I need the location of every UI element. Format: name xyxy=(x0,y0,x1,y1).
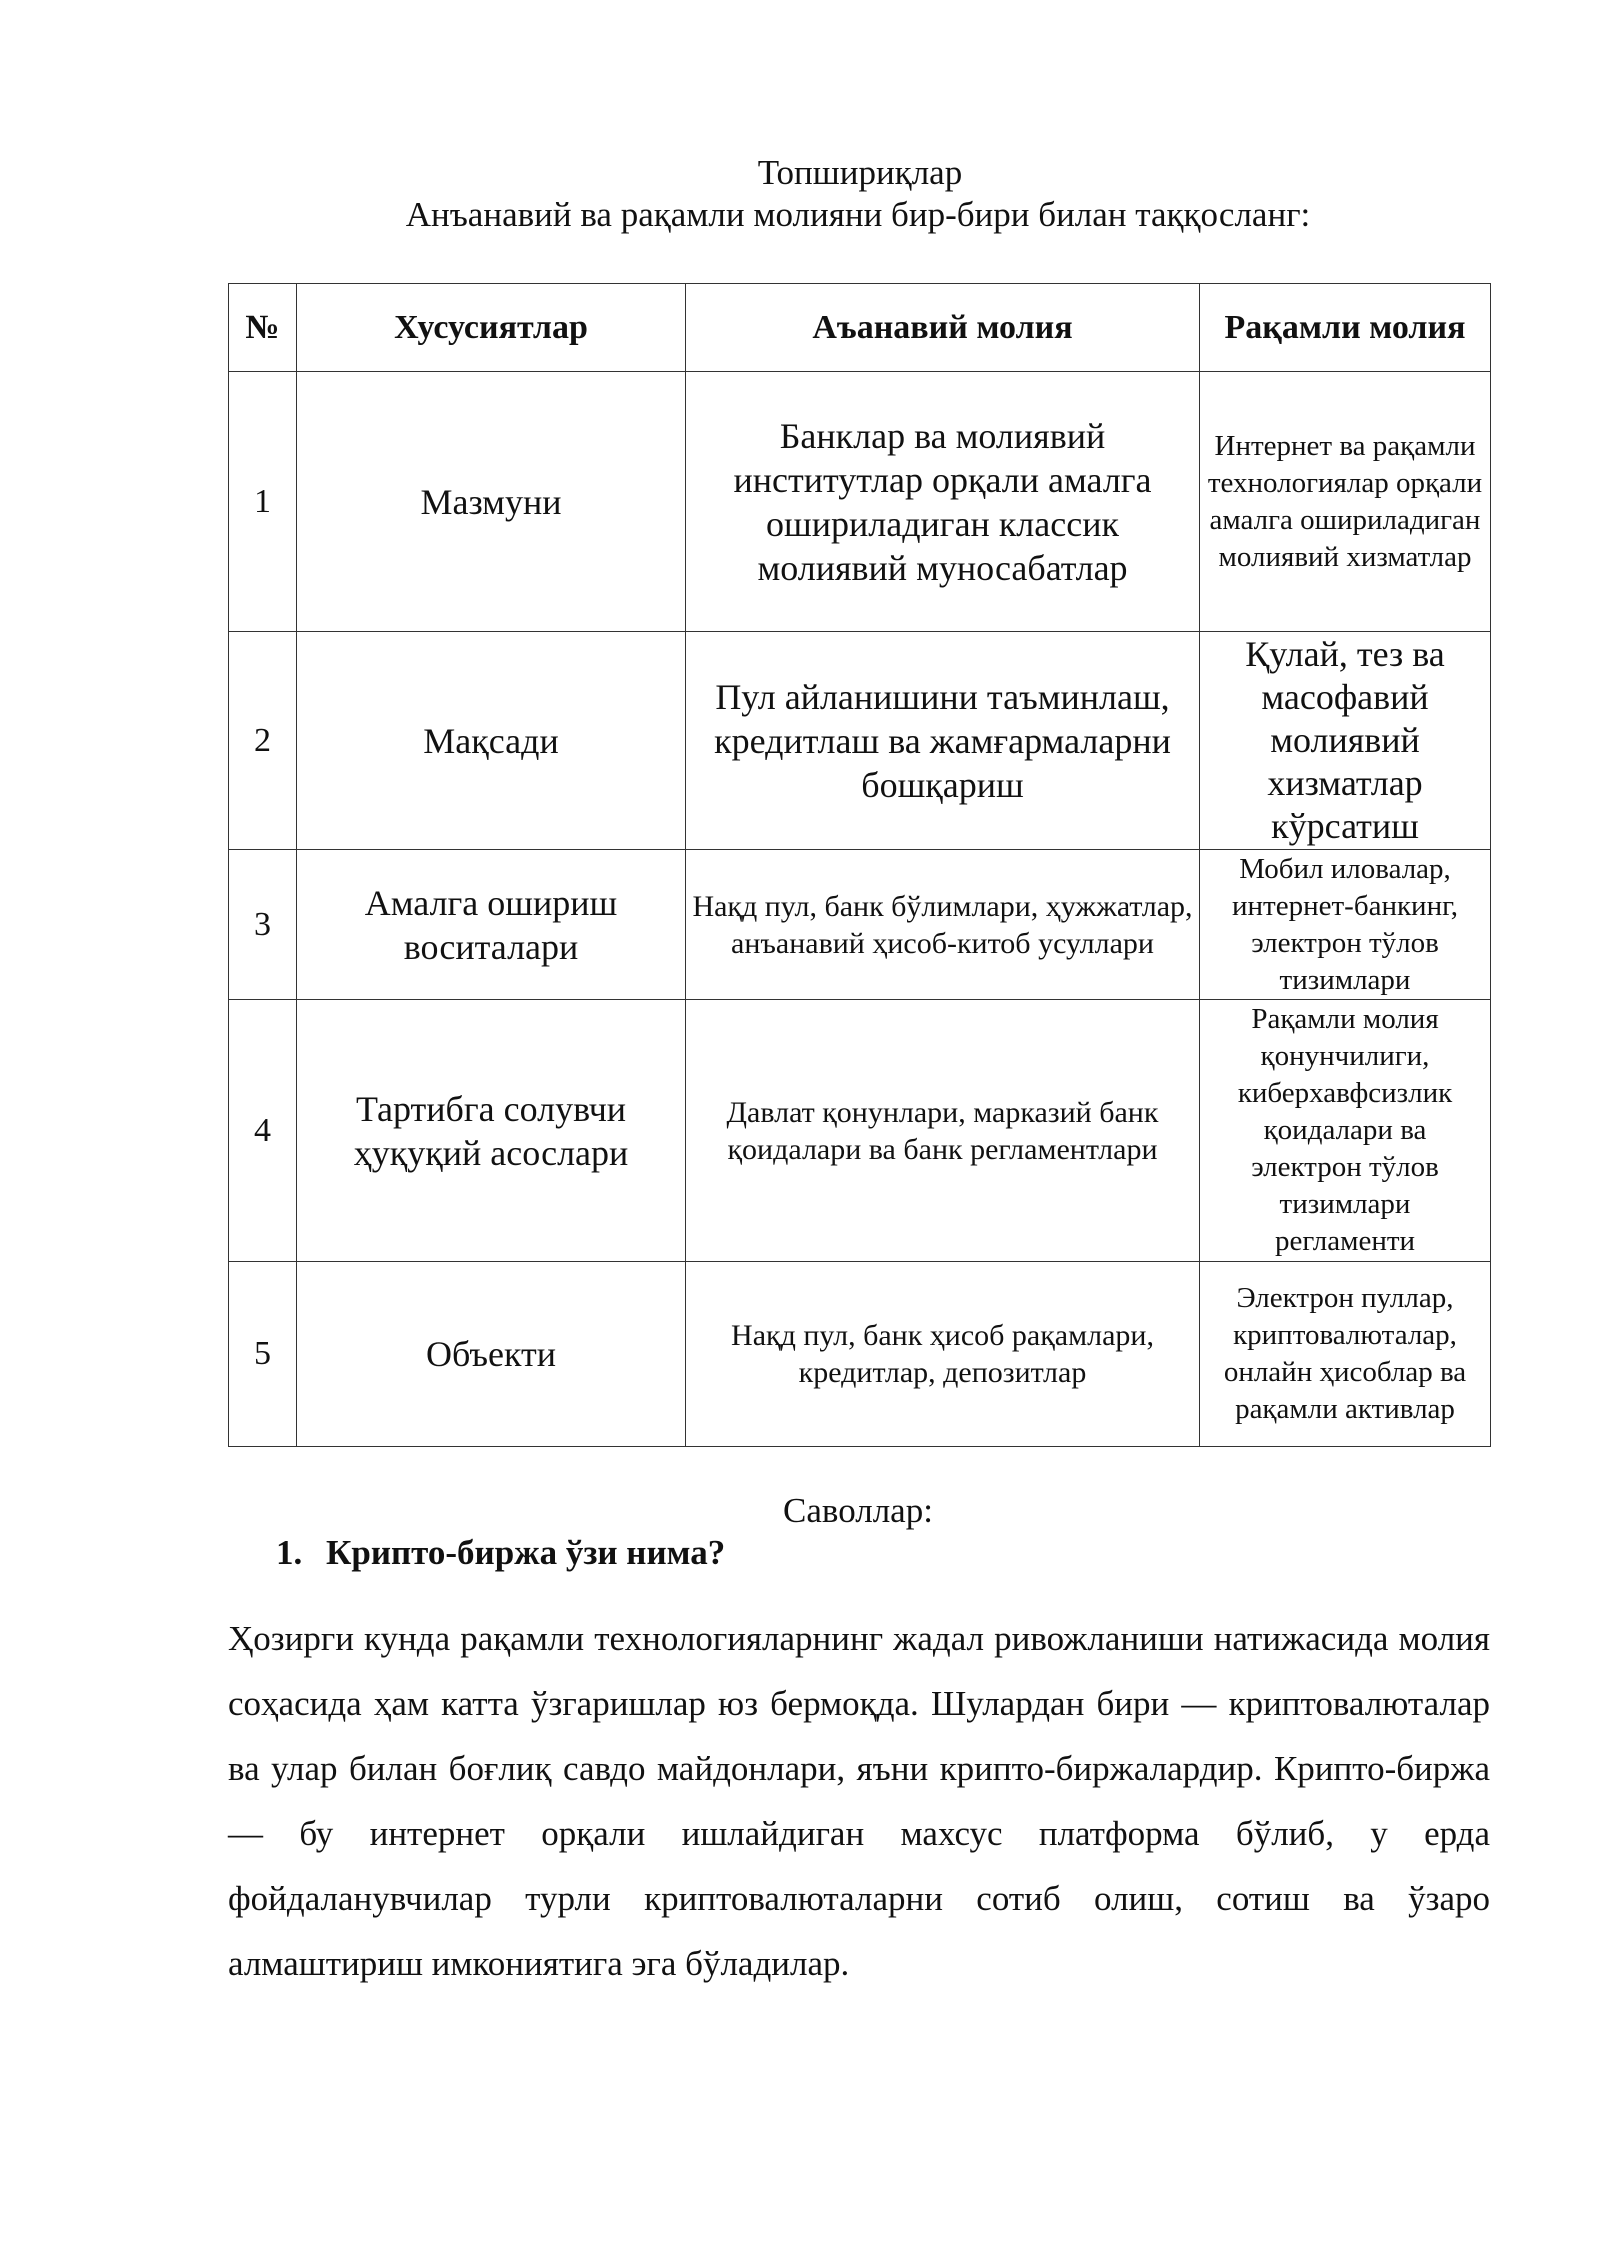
row-traditional: Пул айланишини таъминлаш, кредитлаш ва жамғармаларни бошқариш xyxy=(686,632,1200,850)
header-features: Хусусиятлар xyxy=(297,284,686,372)
question-item xyxy=(276,1532,725,1574)
comparison-table xyxy=(228,283,1491,1447)
header-digital: Рақамли молия xyxy=(1200,284,1491,372)
header-num: № xyxy=(229,284,297,372)
row-traditional: Давлат қонунлари, марказий банк қоидалари ва банк регламентлари xyxy=(686,1000,1200,1262)
page-subtitle: Анъанавий ва рақамли молияни бир-бири билан таққосланг: xyxy=(405,195,1311,234)
questions-heading: Саволлар: xyxy=(783,1491,933,1530)
question-text: Крипто-биржа ўзи нима? xyxy=(326,1533,726,1572)
row-number: 2 xyxy=(229,632,297,850)
row-number: 4 xyxy=(229,1000,297,1262)
row-feature: Тартибга солувчи ҳуқуқий асослари xyxy=(297,1000,686,1262)
row-feature: Мазмуни xyxy=(297,372,686,632)
page-title: Топшириқлар xyxy=(757,153,963,192)
table-row xyxy=(229,372,1491,632)
table-header-row xyxy=(229,284,1491,372)
table-row xyxy=(229,1262,1491,1447)
row-digital: Мобил иловалар, интернет-банкинг, электрон тўлов тизимлари xyxy=(1200,850,1491,1000)
row-number: 3 xyxy=(229,850,297,1000)
table-row xyxy=(229,1000,1491,1262)
table-row xyxy=(229,850,1491,1000)
row-digital: Интернет ва рақамли технологиялар орқали амалга ошириладиган молиявий хизматлар xyxy=(1200,372,1491,632)
row-feature: Объекти xyxy=(297,1262,686,1447)
row-traditional: Нақд пул, банк ҳисоб рақамлари, кредитлар, депозитлар xyxy=(686,1262,1200,1447)
row-digital: Қулай, тез ва масофавий молиявий хизматлар кўрсатиш xyxy=(1200,632,1491,850)
row-traditional: Нақд пул, банк бўлимлари, ҳужжатлар, анъанавий ҳисоб-китоб усуллари xyxy=(686,850,1200,1000)
header-traditional: Аъанавий молия xyxy=(686,284,1200,372)
answer-paragraph: Ҳозирги кунда рақамли технологияларнинг жадал ривожланиши натижасида молия соҳасида ҳам катта ўзгаришлар юз бермоқда. Шулардан бири — криптовалюталар ва улар билан боғлиқ савдо майдонлари, яъни крипто-биржалардир. Крипто-биржа — бу интернет орқали ишлайдиган махсус платформа бўлиб, у ерда фойдаланувчилар турли криптовалюталарни сотиб олиш, сотиш ва ўзаро алмаштириш имкониятига эга бўладилар. xyxy=(228,1619,1490,1983)
row-feature: Амалга ошириш воситалари xyxy=(297,850,686,1000)
row-number: 1 xyxy=(229,372,297,632)
row-feature: Мақсади xyxy=(297,632,686,850)
row-digital: Рақамли молия қонунчилиги, киберхавфсизлик қоидалари ва электрон тўлов тизимлари регламенти xyxy=(1200,1000,1491,1262)
row-digital: Электрон пуллар, криптовалюталар, онлайн ҳисоблар ва рақамли активлар xyxy=(1200,1262,1491,1447)
question-number: 1. xyxy=(276,1533,303,1572)
table-row xyxy=(229,632,1491,850)
row-traditional: Банклар ва молиявий институтлар орқали амалга ошириладиган классик молиявий муносабатлар xyxy=(686,372,1200,632)
row-number: 5 xyxy=(229,1262,297,1447)
